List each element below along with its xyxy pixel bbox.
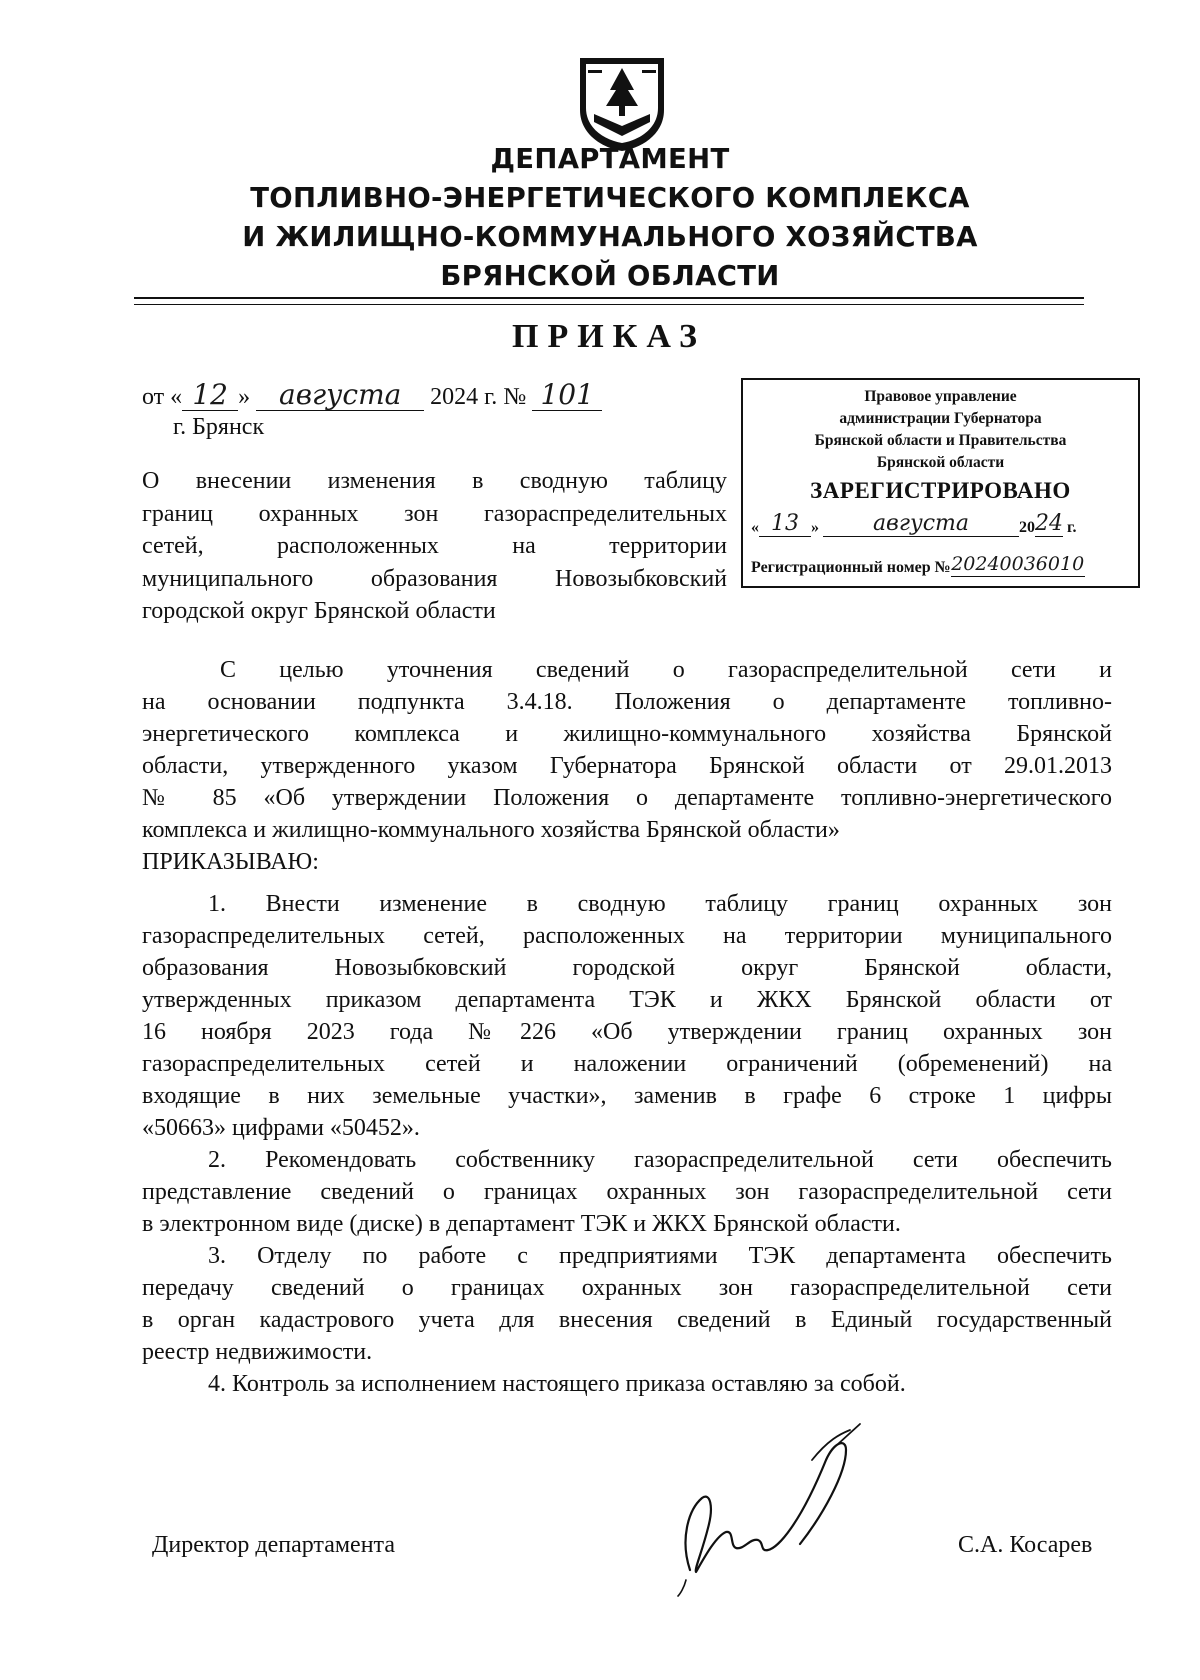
header-line: И ЖИЛИЩНО-КОММУНАЛЬНОГО ХОЗЯЙСТВА [242,221,978,253]
header-line: ДЕПАРТАМЕНТ [490,143,730,175]
stamp-close-quote: » [811,519,819,536]
body-line: 3. Отделу по работе с предприятиями ТЭК департамента обеспечить [208,1243,1112,1269]
stamp-year-prefix: 20 [1019,519,1035,536]
body-line: образования Новозыбковский городской округ Брянской области, [142,955,1112,981]
date-prefix: от « [142,384,183,410]
body-line: С целью уточнения сведений о газораспределительной сети и [220,657,1112,683]
body-line: на основании подпункта 3.4.18. Положения о департаменте топливно- [142,689,1112,715]
stamp-open-quote: « [751,519,759,536]
stamp-reg-label: Регистрационный номер № [751,559,951,576]
coat-of-arms-icon [576,52,668,152]
order-number: 101 [532,380,602,411]
subject-line: муниципального образования Новозыбковский [142,565,727,592]
stamp-day: 13 [759,512,811,537]
header-line: БРЯНСКОЙ ОБЛАСТИ [440,260,780,292]
city: г. Брянск [173,414,265,440]
subject-line: сетей, расположенных на территории [142,533,727,559]
preamble [142,654,1112,846]
order-month: августа [256,380,424,411]
number-label: № [503,384,527,410]
subject-line: границ охранных зон газораспределительных [142,500,727,527]
body-line: реестр недвижимости. [142,1339,373,1365]
stamp-line: администрации Губернатора [839,410,1042,427]
signer-title: Директор департамента [152,1532,395,1558]
signer-name: С.А. Косарев [958,1532,1093,1558]
body-line: 1. Внести изменение в сводную таблицу границ охранных зон [208,891,1112,917]
body-line: области, утвержденного указом Губернатора Брянской области от 29.01.2013 [142,753,1112,779]
body-line: представление сведений о границах охранных зон газораспределительной сети [142,1179,1112,1205]
order-item-1 [142,888,1112,1144]
body-line: газораспределительных сетей и наложении ограничений (обременений) на [142,1051,1112,1077]
stamp-line: Брянской области и Правительства [814,432,1067,449]
subject-line: городской округ Брянской области [142,598,496,624]
stamp-registered: ЗАРЕГИСТРИРОВАНО [810,478,1071,503]
body-line: 2. Рекомендовать собственнику газораспределительной сети обеспечить [208,1147,1112,1173]
order-subject [142,465,727,628]
body-line: входящие в них земельные участки», заменив в графе 6 строке 1 цифры [142,1083,1112,1109]
header-divider-thin [134,304,1084,305]
order-item-2 [142,1144,1112,1240]
body-line: энергетического комплекса и жилищно-коммунального хозяйства Брянской [142,721,1112,747]
body-line: в электронном виде (диске) в департамент ТЭК и ЖКХ Брянской области. [142,1211,901,1237]
stamp-line: Брянской области [876,454,1005,471]
order-year: 2024 г. [430,384,498,410]
date-mid: » [238,384,251,410]
document-type: ПРИКАЗ [512,318,706,355]
order-body [142,654,1112,1400]
body-line: «50663» цифрами «50452». [142,1115,420,1141]
stamp-month: августа [823,512,1019,537]
body-line: № 85 «Об утверждении Положения о департаменте топливно-энергетического [142,785,1112,811]
body-line: 4. Контроль за исполнением настоящего приказа оставляю за собой. [208,1371,906,1397]
body-line: утвержденных приказом департамента ТЭК и ЖКХ Брянской области от [142,987,1112,1013]
order-item-3 [142,1240,1112,1368]
subject-line: О внесении изменения в сводную таблицу [142,468,727,494]
body-line: комплекса и жилищно-коммунального хозяйства Брянской области» [142,817,840,843]
body-line: в орган кадастрового учета для внесения сведений в Единый государственный [142,1307,1112,1333]
stamp-reg-number-line [751,552,1085,577]
stamp-line: Правовое управление [864,388,1017,405]
order-word: ПРИКАЗЫВАЮ: [142,849,319,875]
order-day: 12 [182,380,238,411]
stamp-reg-number: 20240036010 [951,553,1085,575]
header-line: ТОПЛИВНО-ЭНЕРГЕТИЧЕСКОГО КОМПЛЕКСА [250,182,970,214]
body-line: передачу сведений о границах охранных зон газораспределительной сети [142,1275,1112,1301]
registration-stamp [741,378,1140,588]
stamp-year-suffix: 24 [1035,511,1063,536]
body-line: газораспределительных сетей, расположенных на территории муниципального [142,923,1112,949]
order-item-4 [142,1368,1112,1400]
department-header [180,140,1040,296]
stamp-date [751,512,1076,537]
signature-icon [650,1420,880,1600]
header-divider [134,297,1084,299]
stamp-year-end: г. [1067,519,1077,536]
date-number-line [142,380,602,411]
body-line: 16 ноября 2023 года №226 «Об утверждении границ охранных зон [142,1019,1112,1045]
